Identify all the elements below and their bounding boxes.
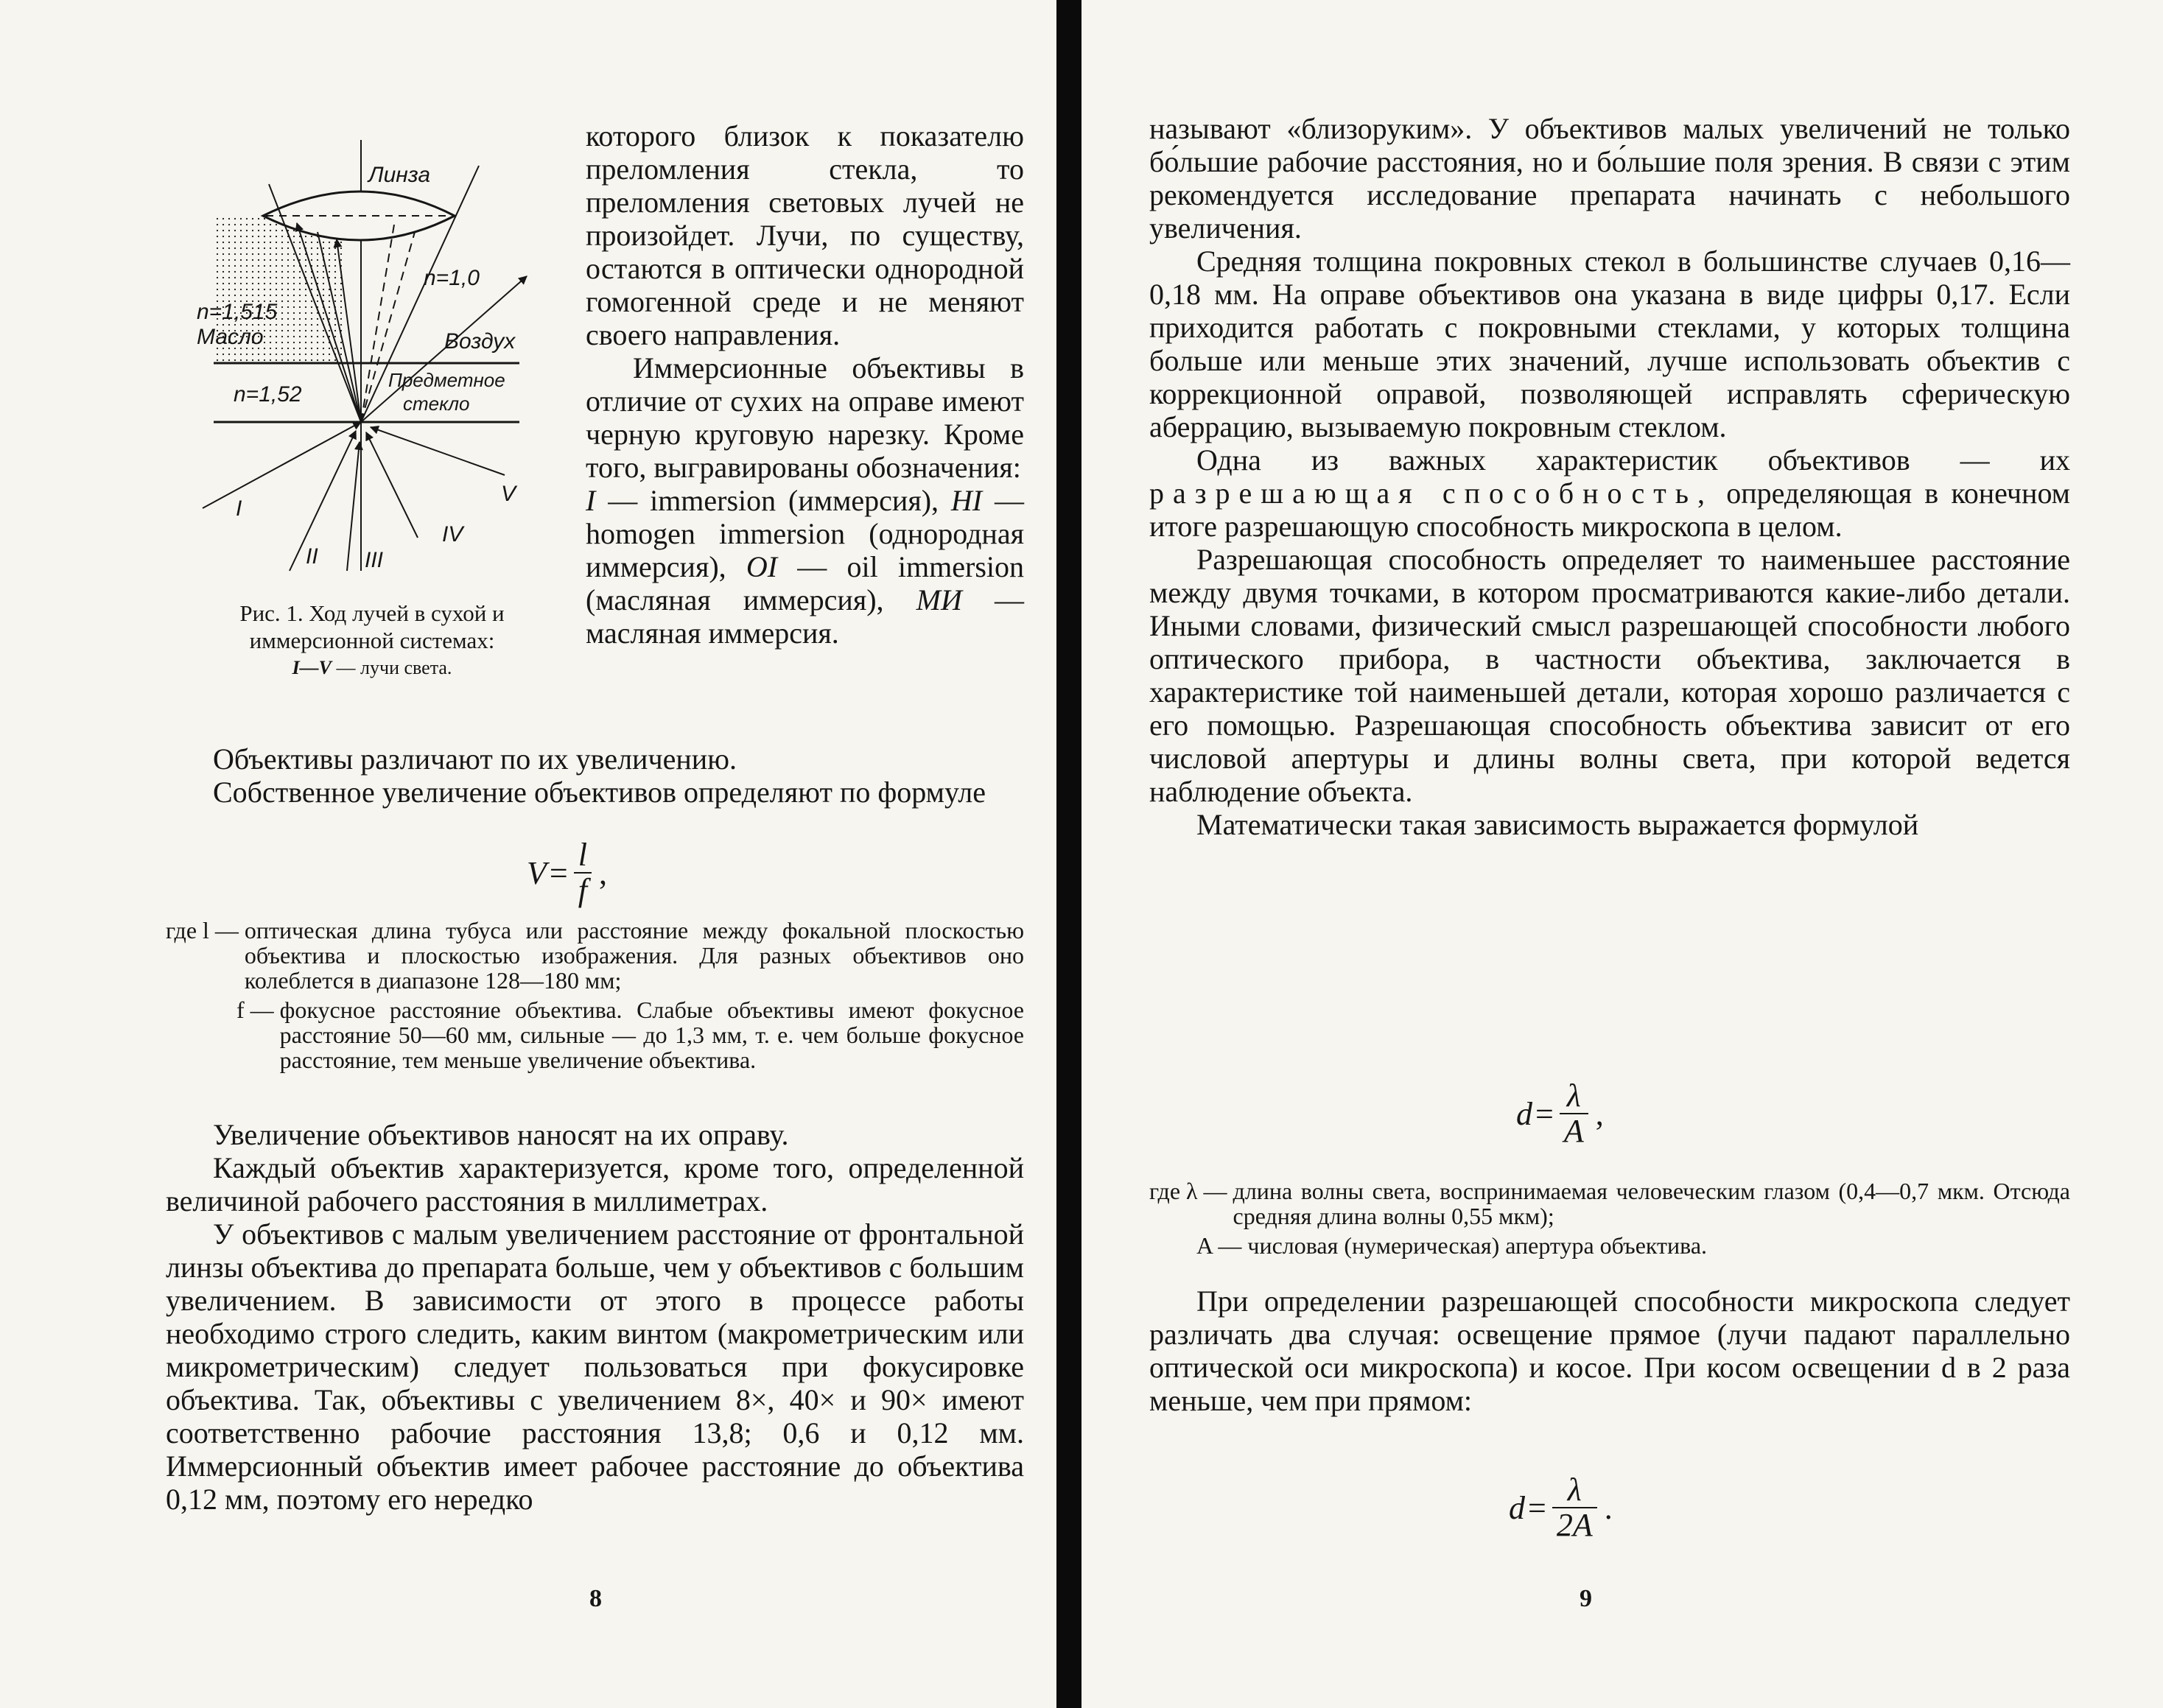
ray-dashed-1 xyxy=(361,225,394,422)
label-lens: Линза xyxy=(368,163,431,187)
label-slide-line2: стекло xyxy=(403,393,470,415)
figure-caption xyxy=(188,600,556,681)
paragraph: У объективов с малым увеличением расстояние от фронтальной линзы объектива до препарата больше, чем у объективов с большим увеличением. В зависимости от этого в процессе работы необходимо строго следить, каким винтом (макрометрическим или микрометрическим) следует пользоваться при фокусировке объектива. Так, объективы с увеличением 8×, 40× и 90× имеют соответственно рабочие расстояния 13,8; 0,6 и 0,12 мм. Иммерсионный объектив имеет рабочее расстояние до объектива 0,12 мм, поэтому его нередко xyxy=(166,1217,1024,1516)
label-slide-line1: Предметное xyxy=(388,369,505,391)
label-ray-II: II xyxy=(306,544,318,569)
label-n-glass: n=1,52 xyxy=(234,382,302,407)
paragraph: Одна из важных характеристик объективов — их разрешающая способность, определяющая в конечном итоге разрешающую способность микроскопа в целом. xyxy=(1149,443,2070,543)
magnification-formula: V = $\frac{l}{f}$ , xyxy=(527,837,607,908)
page-number-left: 8 xyxy=(589,1585,602,1612)
legend-row: f — фокусное расстояние объектива. Слабые объективы имеют фокусное расстояние 50—60 мм, сильные — до 1,3 мм, т. е. чем больше фокусное расстояние, тем меньше увеличение объектива. xyxy=(236,997,1024,1073)
paragraph: называют «близоруким». У объективов малых увеличений не только бо́льшие рабочие расстояния, но и бо́льшие поля зрения. В связи с этим рекомендуется исследование препарата начинать с небольшого увеличения. xyxy=(1149,112,2070,245)
right-body-2 xyxy=(1149,1284,2070,1417)
left-body-2 xyxy=(166,1118,1024,1516)
formula-legend-left xyxy=(166,918,1024,1077)
label-n-air: n=1,0 xyxy=(424,266,480,290)
paragraph: Средняя толщина покровных стекол в большинстве случаев 0,16—0,18 мм. На оправе объективов она указана в виде цифры 0,17. Если приходится работать с покровными стеклами, у которых толщина больше или меньше этих значений, лучше использовать объектив с коррекционной оправой, позволяющей исправлять сферическую аберрацию, вызываемую покровным стеклом. xyxy=(1149,245,2070,443)
right-body-1 xyxy=(1149,112,2070,841)
paragraph: Собственное увеличение объективов определяют по формуле xyxy=(213,776,986,809)
paragraph: Разрешающая способность определяет то наименьшее расстояние между двумя точками, в котором просматриваются какие-либо детали. Иными словами, физический смысл разрешающей способности любого оптического прибора, в частности объектива, заключается в характеристике той наименьшей детали, которая хорошо различается с его помощью. Разрешающая способность объектива зависит от его числовой апертуры и длины волны света, при которой ведется наблюдение объекта. xyxy=(1149,543,2070,808)
paragraph: Иммерсионные объективы в отличие от сухих на оправе имеют черную круговую нарезку. Кроме того, выгравированы обозначения: xyxy=(586,351,1024,484)
paragraph: При определении разрешающей способности микроскопа следует различать два случая: освещение прямое (лучи падают параллельно оптической оси микроскопа) и косое. При косом освещении d в 2 раза меньше, чем при прямом: xyxy=(1149,1284,2070,1417)
right-column-text xyxy=(586,119,1024,650)
caption-line-2: иммерсионной системах: xyxy=(249,628,495,653)
paragraph: которого близок к показателю преломления стекла, то преломления световых лучей не произойдет. Лучи, по существу, остаются в оптически однородной гомогенной среде и не меняют своего направления. xyxy=(586,119,1024,351)
paragraph: Математически такая зависимость выражается формулой xyxy=(1196,808,1919,841)
left-page xyxy=(0,0,1056,1708)
right-page xyxy=(1082,0,2163,1708)
resolution-formula: d = $\frac{\lambda}{A}$ , xyxy=(1516,1078,1604,1149)
paragraph: Каждый объектив характеризуется, кроме того, определенной величиной рабочего расстояния в миллиметрах. xyxy=(166,1151,1024,1217)
label-n-oil: n=1,515 xyxy=(197,300,278,324)
immersion-list: I — immersion (иммерсия), HI — homogen immersion (однородная иммерсия), OI — oil immersion (масляная иммерсия), МИ — масляная иммерсия. xyxy=(586,484,1024,650)
spaced-term: разрешающая способность, xyxy=(1149,477,1714,510)
oblique-formula: d = $\frac{\lambda}{2A}$ . xyxy=(1509,1472,1613,1543)
page-number-right: 9 xyxy=(1580,1585,1592,1612)
label-ray-III: III xyxy=(365,548,384,572)
ray-diagram xyxy=(180,129,534,572)
legend-row: где l — оптическая длина тубуса или расстояние между фокальной плоскостью объектива и плоскостью изображения. Для разных объективов оно колеблется в диапазоне 128—180 мм; xyxy=(166,917,1024,994)
ray-I xyxy=(203,422,361,508)
legend-row: где λ — длина волны света, воспринимаемая человеческим глазом (0,4—0,7 мкм. Отсюда средняя длина волны 0,55 мкм); xyxy=(1149,1178,2070,1229)
label-air: Воздух xyxy=(444,329,516,354)
paragraph: Увеличение объективов наносят на их оправу. xyxy=(213,1118,789,1151)
caption-subline: I—V — лучи света. xyxy=(292,657,452,678)
caption-line-1: Рис. 1. Ход лучей в сухой и xyxy=(239,600,505,626)
formula-legend-right xyxy=(1149,1178,2070,1262)
book-spine xyxy=(1056,0,1082,1708)
paragraph: Объективы различают по их увеличению. xyxy=(213,742,737,776)
label-ray-I: I xyxy=(236,496,242,521)
label-ray-IV: IV xyxy=(442,522,463,547)
label-ray-V: V xyxy=(501,482,516,506)
ray-V xyxy=(371,427,505,475)
ray-II xyxy=(290,431,356,571)
label-oil: Масло xyxy=(197,325,264,349)
left-body-1 xyxy=(166,742,1024,809)
ray-IV xyxy=(366,432,418,538)
ray-III xyxy=(347,442,360,571)
legend-row: A — числовая (нумерическая) апертура объектива. xyxy=(1196,1232,1708,1259)
